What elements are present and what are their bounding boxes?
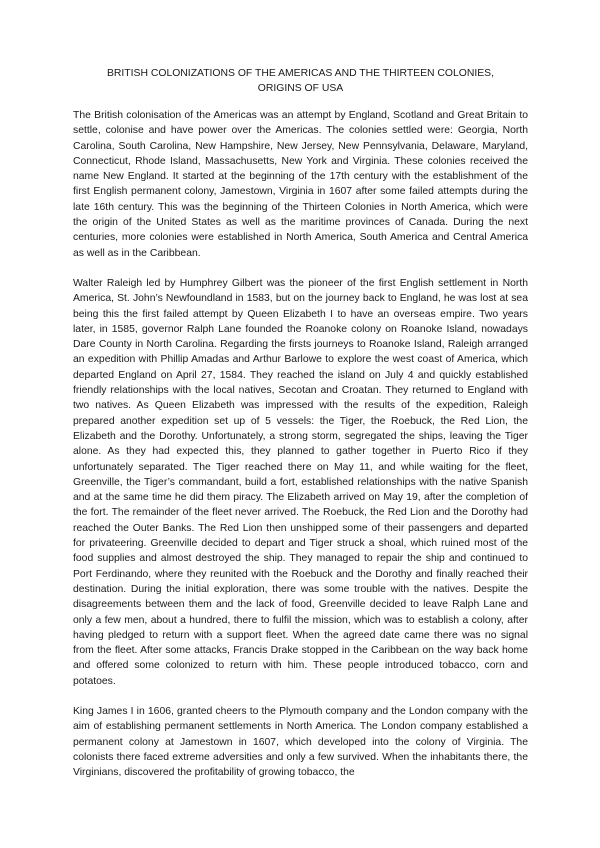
paragraph-walter-raleigh: Walter Raleigh led by Humphrey Gilbert was the pioneer of the first English settlement in North America, St. John’s Newfoundland in 1583, but on the journey back to England, he was lost at sea being this the first failed attempt by Queen Elizabeth I to have an overseas empire. Two years later, in 1585, governor Ralph Lane founded the Roanoke colony on Roanoke Island, nowadays Dare County in North Carolina. Regarding the firsts journeys to Roanoke Island, Raleigh arranged an expedition with Phillip Amadas and Arthur Barlowe to explore the west coast of America, which departed England on April 27, 1584. They reached the island on July 4 and quickly established friendly relationships with the local natives, Secotan and Croatan. They returned to England with two natives. As Queen Elizabeth was impressed with the results of the expedition, Raleigh prepared another expedition set up of 5 vessels: the Tiger, the Roebuck, the Red Lion, the Elizabeth and the Dorothy. Unfortunately, a strong storm, segregated the ships, leaving the Tiger alone. As they had expected this, they planned to gather together in Puerto Rico if they unfortunately separated. The Tiger reached there on May 11, and while waiting for the fleet, Greenville, the Tiger’s commandant, build a fort, established relationships with the native Spanish and at the same time he did them piracy. The Elizabeth arrived on May 19, after the completion of the fort. The remainder of the fleet never arrived. The Roebuck, the Red Lion and the Dorothy had reached the Outer Banks. The Red Lion then unshipped some of their passengers and departed for privateering. Greenville decided to depart and Tiger struck a shoal, which ruined most of the food supplies and almost destroyed the ship. They managed to repair the ship and continued to Port Ferdinando, where they reunited with the Roebuck and the Dorothy and finally reached their destination. During the initial exploration, there was some trouble with the natives. Despite the disagreements between them and the lack of food, Greenville decided to leave Ralph Lane and only a few men, about a hundred, there to fulfil the mission, which was to establish a colony, after having pledged to return with a support fleet. When the agreed date came there was no signal from the fleet. After some attacks, Francis Drake stopped in the Caribbean on the way back home and offered some colonized to return with him. These people introduced tobacco, corn and potatoes. [73, 277, 528, 687]
document-page [73, 66, 528, 795]
title-line-1: BRITISH COLONIZATIONS OF THE AMERICAS AND THE THIRTEEN COLONIES, [106, 68, 495, 79]
paragraph-king-james: King James I in 1606, granted cheers to the Plymouth company and the London company with the aim of establishing permanent settlements in North America. The London company established a permanent colony at Jamestown in 1607, which developed into the colony of Virginia. The colonists there faced extreme adversities and only a few survived. When the inhabitants there, the Virginians, discovered the profitability of growing tobacco, the [73, 705, 528, 779]
paragraph-british-colonisation: The British colonisation of the Americas was an attempt by England, Scotland and Great Britain to settle, colonise and have power over the Americas. The colonies settled were: Georgia, North Carolina, South Carolina, New Hampshire, New Jersey, New Pennsylvania, Delaware, Maryland, Connecticut, Rhode Island, Massachusetts, New York and Virginia. These colonies received the name New England. It started at the beginning of the 17th century with the establishment of the first English permanent colony, Jamestown, Virginia in 1607 after some failed attempts during the late 16th century. This was the beginning of the Thirteen Colonies in North America, which were the origin of the United States as well as the maritime provinces of Canada. During the next centuries, more colonies were established in North America, South America and Central America as well as in the Caribbean. [73, 110, 528, 259]
title-line-2: ORIGINS OF USA [257, 83, 344, 94]
document-title [73, 66, 528, 96]
